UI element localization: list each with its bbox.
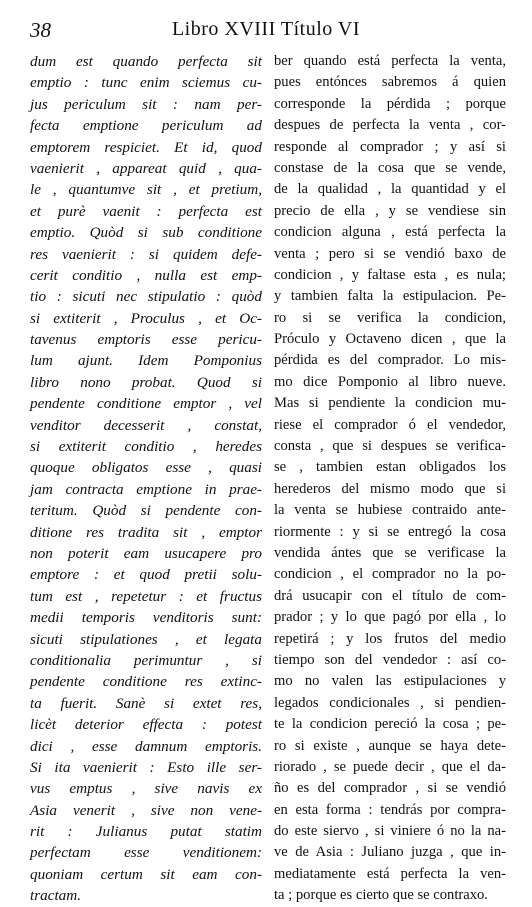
spanish-text-line: en esta forma : tendrás por compra- — [274, 801, 506, 818]
spanish-text-line: repetirá ; y los frutos del medio — [274, 630, 506, 647]
spanish-text-line: condicion alguna , está perfecta la — [274, 224, 506, 241]
latin-text-line: si extiterit , Proculus , et Oc- — [30, 309, 262, 327]
latin-text-line: si extiterit conditio , heredes — [30, 438, 262, 456]
spanish-text-line: ta ; porque es cierto que se contraxo. — [274, 887, 488, 904]
spanish-text-line: drá usucapir con el título de com- — [274, 587, 506, 604]
spanish-text-line: ño es del comprador , si se vendió — [274, 780, 506, 797]
latin-text-line: jus periculum sit : nam per- — [30, 95, 262, 113]
latin-text-line: jam contracta emptione in prae- — [30, 480, 262, 498]
spanish-text-line: ro si existe , aunque se haya dete- — [274, 737, 506, 754]
spanish-text-line: y tambien falta la estipulacion. Pe- — [274, 288, 506, 305]
spanish-text-line: ber quando está perfecta la venta, — [274, 53, 506, 69]
spanish-text-line: do este siervo , si viniere ó no la na- — [274, 823, 506, 840]
latin-text-line: emptorem respiciet. Et id, quod — [30, 138, 262, 156]
latin-text-line: rit : Julianus putat statim — [30, 823, 262, 841]
spanish-text-line: venta ; pero si se vendió baxo de — [274, 245, 506, 262]
latin-text-line: sicuti stipulationes , et legata — [30, 630, 262, 648]
latin-text-line: pendente conditione emptor , vel — [30, 395, 262, 413]
latin-text-line: emptore : et quod pretii solu- — [30, 566, 262, 584]
spanish-text-line: vendida ántes que se verificase la — [274, 544, 506, 561]
spanish-text-line: se , tambien estan obligados los — [274, 459, 506, 476]
latin-text-line: quoque obligatos esse , quasi — [30, 459, 262, 477]
latin-text-line: tio : sicuti nec stipulatio : quòd — [30, 288, 262, 306]
spanish-text-line: legados condicionales , si pendien- — [274, 694, 506, 711]
latin-text-line: pendente conditione res extinc- — [30, 673, 262, 691]
latin-text-line: tum est , repetetur : et fructus — [30, 587, 262, 605]
spanish-text-line: herederos del mismo modo que si — [274, 480, 506, 497]
latin-text-line: dici , esse damnum emptoris. — [30, 737, 262, 755]
latin-text-line: libro nono probat. Quod si — [30, 373, 262, 391]
spanish-text-line: Mas si pendiente la condicion mu- — [274, 395, 506, 412]
spanish-text-line: mo no valen las estipulaciones y — [274, 673, 506, 690]
latin-text-line: medii temporis venditoris sunt: — [30, 609, 262, 627]
latin-text-line: vaenierit , appareat quid , qua- — [30, 159, 262, 177]
spanish-text-line: pérdida es del comprador. Lo mis- — [274, 352, 506, 369]
latin-text-line: res vaenierit : si quidem defe- — [30, 245, 262, 263]
spanish-text-line: corresponde la pérdida ; porque — [274, 95, 506, 112]
spanish-text-line: precio de ella , y se vendiese sin — [274, 202, 506, 219]
spanish-text-line: consta , que si despues se verifica- — [274, 438, 506, 455]
spanish-text-line: riese el comprador ó el vendedor, — [274, 416, 506, 433]
spanish-text-line: mo dice Pomponio al libro nueve. — [274, 373, 506, 390]
latin-text-line: fecta emptione periculum ad — [30, 117, 262, 135]
spanish-text-line: la venta se hubiese contraido ante- — [274, 502, 506, 519]
spanish-text-line: responde al comprador ; y así si — [274, 138, 506, 155]
spanish-text-line: pues entónces sabremos á quien — [274, 74, 506, 91]
column-gutter — [267, 53, 268, 773]
latin-text-line: quoniam certum sit eam con- — [30, 865, 262, 883]
spanish-text-line: de la qualidad , la quantidad y el — [274, 181, 506, 198]
latin-text-line: teritum. Quòd si pendente con- — [30, 502, 262, 520]
latin-text-line: le , quantumve sit , et pretium, — [30, 181, 262, 199]
spanish-text-line: condicion , el comprador no la po- — [274, 566, 506, 583]
latin-text-line: Asia venerit , sive non vene- — [30, 801, 262, 819]
spanish-text-line: mediatamente está perfecta la ven- — [274, 865, 506, 882]
latin-text-line: vus emptus , sive navis ex — [30, 780, 262, 798]
spanish-text-line: condicion , y faltase esta , es nula; — [274, 266, 506, 283]
spanish-text-line: ve de Asia : Juliano juzga , que in- — [274, 844, 506, 861]
latin-text-line: tractam. — [30, 887, 82, 905]
running-head: Libro XVIII Título VI — [171, 18, 361, 40]
spanish-text-line: te la condicion pereció la cosa ; pe- — [274, 716, 506, 733]
latin-text-line: dum est quando perfecta sit — [30, 53, 262, 70]
latin-text-line: emptio. Quòd si sub conditione — [30, 224, 262, 242]
latin-text-line: licèt deterior effecta : potest — [30, 716, 262, 734]
latin-text-line: ta fuerit. Sanè si extet res, — [30, 694, 262, 712]
latin-text-line: emptio : tunc enim sciemus cu- — [30, 74, 262, 92]
spanish-text-line: ro si se verifica la condicion, — [274, 309, 506, 326]
latin-text-line: tavenus emptoris esse pericu- — [30, 331, 262, 349]
latin-text-line: non poterit eam usucapere pro — [30, 544, 262, 562]
latin-column — [30, 51, 262, 907]
latin-text-line: Si ita vaenierit : Esto ille ser- — [30, 758, 262, 776]
spanish-text-line: tiempo son del vendedor : así co- — [274, 651, 506, 668]
spanish-column — [274, 51, 506, 907]
spanish-text-line: despues de perfecta la venta , cor- — [274, 117, 506, 134]
spanish-text-line: prador ; y lo que pagó por ella , lo — [274, 609, 506, 626]
latin-text-line: lum ajunt. Idem Pomponius — [30, 352, 262, 370]
spanish-text-line: riormente : y si se entregó la cosa — [274, 523, 506, 540]
latin-text-line: venditor decesserit , constat, — [30, 416, 262, 434]
spanish-text-line: Próculo y Octaveno dicen , que la — [274, 331, 506, 348]
page-number: 38 — [30, 18, 51, 42]
spanish-text-line: riorado , se puede decir , que el da- — [274, 758, 506, 775]
latin-text-line: conditionalia perimuntur , si — [30, 651, 262, 669]
spanish-text-line: constase de la cosa que se vende, — [274, 159, 506, 176]
latin-text-line: cerit conditio , nulla est emp- — [30, 266, 262, 284]
latin-text-line: et purè vaenit : perfecta est — [30, 202, 262, 220]
latin-text-line: perfectam esse venditionem: — [30, 844, 262, 862]
latin-text-line: ditione res tradita sit , emptor — [30, 523, 262, 541]
